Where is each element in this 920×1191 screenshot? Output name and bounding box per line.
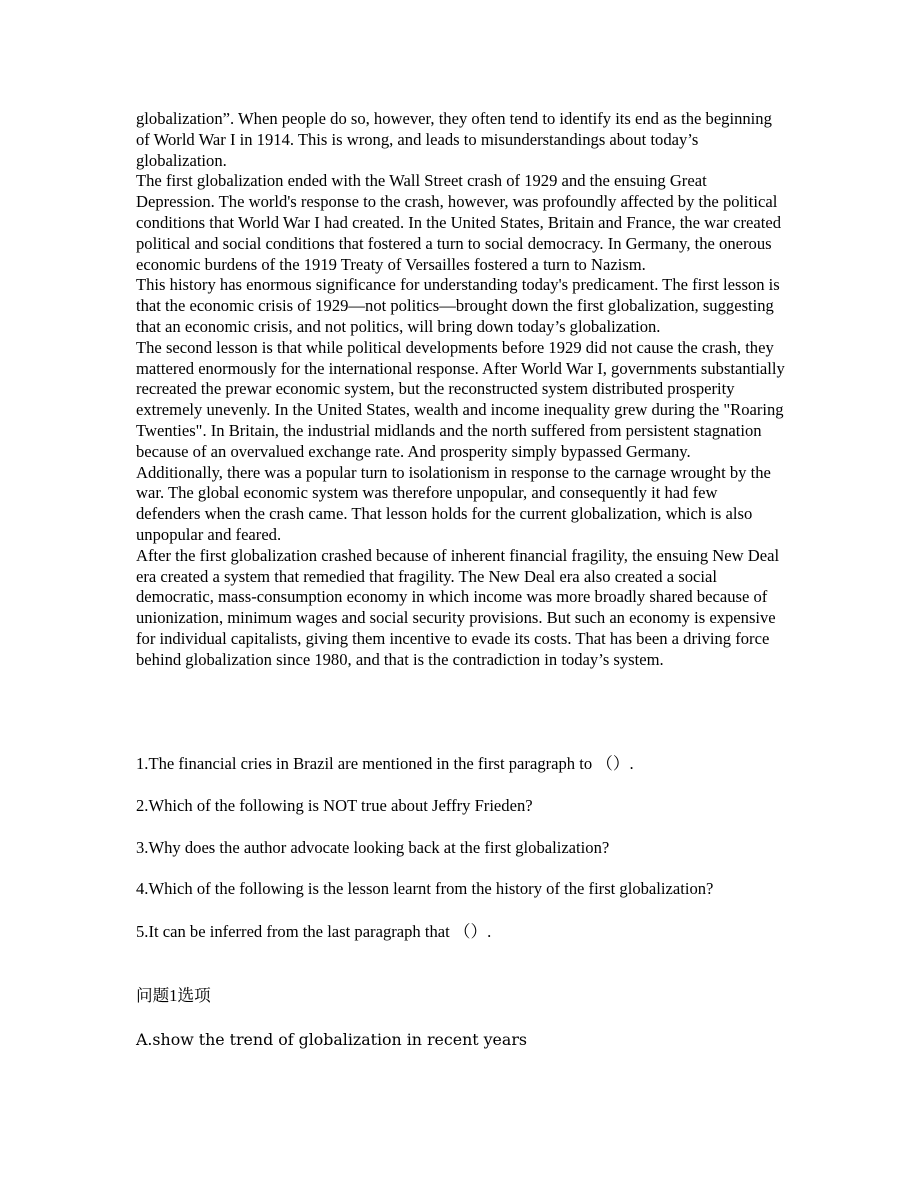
- passage-paragraph-5: Additionally, there was a popular turn to isolationism in response to the carnage wrought by the war. The global economic system was therefore unpopular, and consequently it had few defenders when the crash came. That lesson holds for the current globalization, which is also unpopular and feared.: [136, 462, 771, 544]
- passage-paragraph-3: This history has enormous significance for understanding today's predicament. The first lesson is that the economic crisis of 1929—not politics—brought down the first globalization, suggesting that an economic crisis, and not politics, will bring down today’s globalization.: [136, 275, 780, 336]
- passage-paragraph-4: The second lesson is that while political developments before 1929 did not cause the crash, they mattered enormously for the international response. After World War I, governments substantially recreated the prewar economic system, but the reconstructed system distributed prosperity extremely unevenly. In the United States, wealth and income inequality grew during the "Roaring Twenties". In Britain, the industrial midlands and the north suffered from persistent stagnation because of an overvalued exchange rate. And prosperity simply bypassed Germany.: [136, 337, 785, 461]
- question-5: 5.It can be inferred from the last paragraph that （）.: [136, 922, 492, 941]
- question-4: 4.Which of the following is the lesson learnt from the history of the first globalization?: [136, 879, 714, 898]
- question-3: 3.Why does the author advocate looking back at the first globalization?: [136, 838, 610, 857]
- passage-paragraph-6: After the first globalization crashed because of inherent financial fragility, the ensuing New Deal era created a system that remedied that fragility. The New Deal era also created a social democratic, mass-consumption economy in which income was more broadly shared because of unionization, minimum wages and social security provisions. But such an economy is expensive for individual capitalists, giving them incentive to evade its costs. That has been a driving force behind globalization since 1980, and that is the contradiction in today’s system.: [136, 545, 780, 669]
- passage-paragraph-2: The first globalization ended with the Wall Street crash of 1929 and the ensuing Great Depression. The world's response to the crash, however, was profoundly affected by the political conditions that World War I had created. In the United States, Britain and France, the war created political and social conditions that fostered a turn to social democracy. In Germany, the onerous economic burdens of the 1919 Treaty of Versailles fostered a turn to Nazism.: [136, 171, 782, 274]
- question-1: 1.The financial cries in Brazil are mentioned in the first paragraph to （）.: [136, 754, 634, 773]
- question-2: 2.Which of the following is NOT true about Jeffry Frieden?: [136, 796, 533, 815]
- passage: [136, 109, 786, 671]
- options-heading: 问题1选项: [136, 986, 211, 1005]
- option-a: A.show the trend of globalization in recent years: [136, 1030, 527, 1049]
- passage-paragraph-1: globalization”. When people do so, however, they often tend to identify its end as the beginning of World War I in 1914. This is wrong, and leads to misunderstandings about today’s globalization.: [136, 109, 772, 170]
